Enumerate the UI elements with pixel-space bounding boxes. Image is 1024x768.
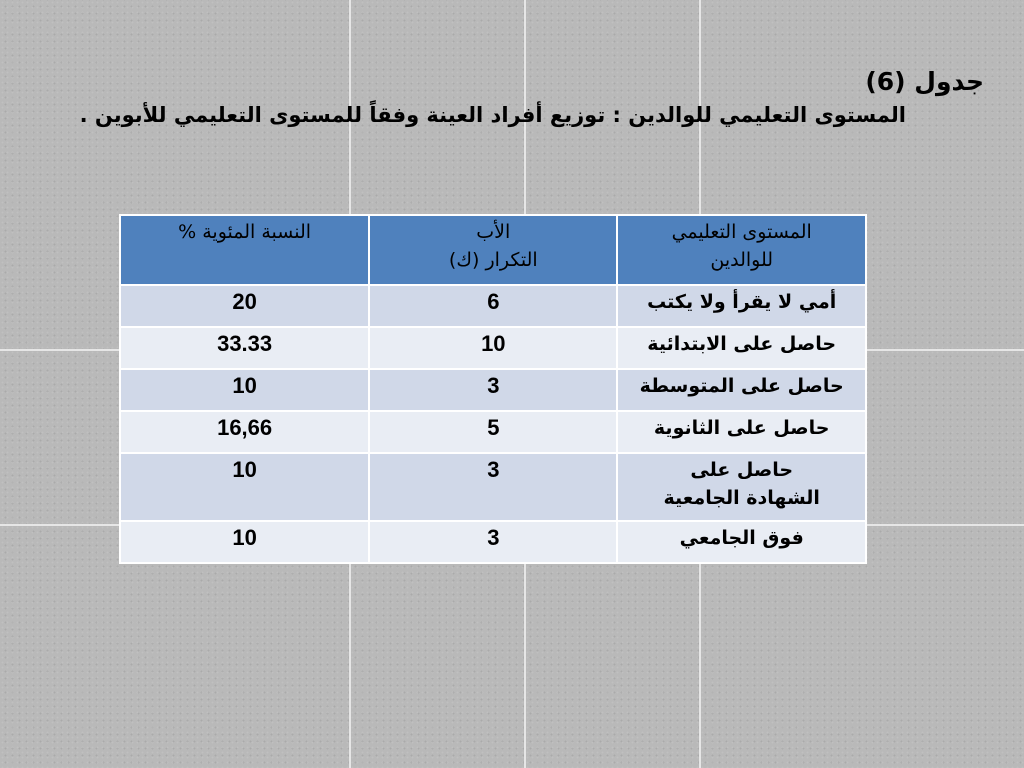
cell-education-level: فوق الجامعي [617,521,866,563]
table-row [120,453,866,521]
table-caption: المستوى التعليمي للوالدين : توزيع أفراد العينة وفقاً للمستوى التعليمي للأبوين . [79,103,906,127]
cell-percent: 10 [120,453,369,521]
header-percentage-line1: النسبة المئوية % [178,221,312,243]
header-education-level [617,215,866,285]
slide-title-block [24,64,984,130]
cell-percent: 16,66 [120,411,369,453]
cell-count: 3 [369,453,617,521]
cell-count: 6 [369,285,617,327]
table-row [120,369,866,411]
header-father-line2: التكرار (ك) [448,249,538,271]
table-row [120,411,866,453]
cell-percent: 10 [120,369,369,411]
cell-education-level: حاصل على الشهادة الجامعية [617,453,866,521]
cell-education-level: أمي لا يقرأ ولا يكتب [617,285,866,327]
header-education-level-line1: المستوى التعليمي [671,221,812,243]
cell-education-level: حاصل على الثانوية [617,411,866,453]
education-level-table [119,214,867,564]
cell-count: 10 [369,327,617,369]
cell-percent: 20 [120,285,369,327]
table-row [120,327,866,369]
cell-percent: 33.33 [120,327,369,369]
header-education-level-line2: للوالدين [710,249,774,271]
table-header-row [120,215,866,285]
table-row [120,285,866,327]
header-father-line1: الأب [476,221,511,243]
cell-education-level: حاصل على الابتدائية [617,327,866,369]
table-title: جدول (6) [865,67,984,96]
cell-count: 3 [369,521,617,563]
table-row [120,521,866,563]
header-father-count [369,215,617,285]
header-percentage [120,215,369,285]
cell-percent: 10 [120,521,369,563]
cell-count: 5 [369,411,617,453]
cell-count: 3 [369,369,617,411]
cell-education-level: حاصل على المتوسطة [617,369,866,411]
